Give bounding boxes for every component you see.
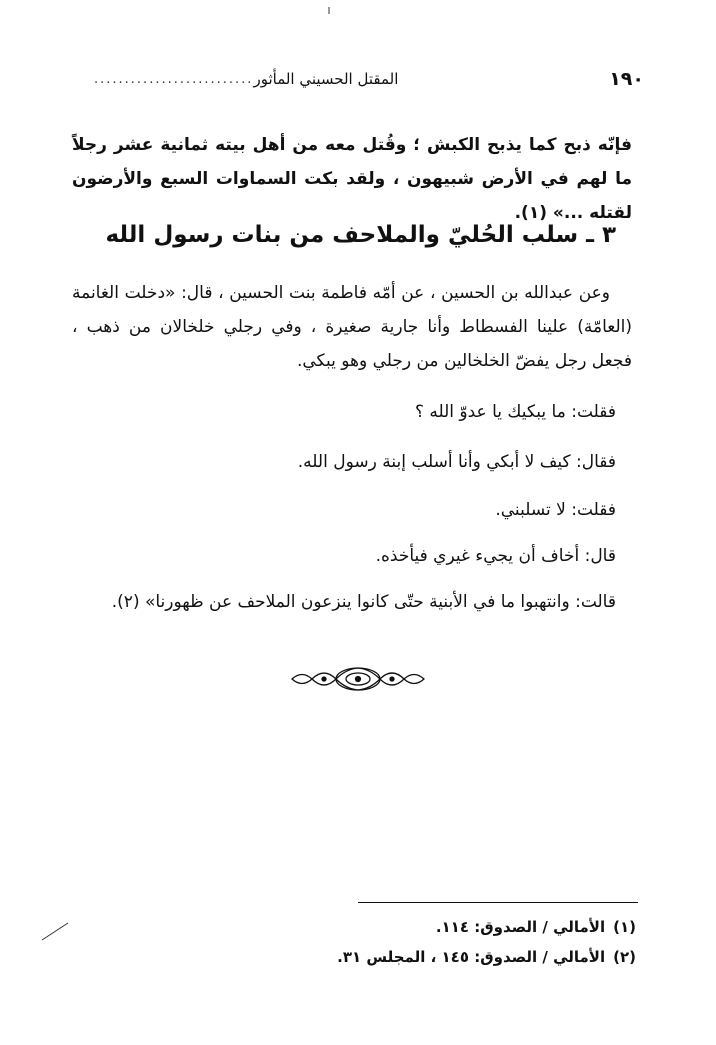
dialogue-line: قال: أخاف أن يجيء غيري فيأخذه. [375, 546, 616, 566]
book-title: المقتل الحسيني المأثور [253, 70, 399, 88]
decorative-ornament-icon [288, 664, 428, 694]
dialogue-line: فقلت: لا تسلبني. [495, 500, 616, 520]
speck-mark [326, 6, 332, 16]
leader-dots: .......................... [94, 71, 254, 87]
pen-stroke-mark [40, 920, 70, 942]
footnote-divider [358, 902, 638, 903]
page-number: ١٩٠ [609, 68, 644, 90]
dialogue-line: فقلت: ما يبكيك يا عدوّ الله ؟ [414, 402, 616, 422]
dialogue-line: فقال: كيف لا أبكي وأنا أسلب إبنة رسول الله. [297, 452, 616, 472]
paragraph-continuation: فإنّه ذبح كما يذبح الكبش ؛ وقُتل معه من أهل بيته ثمانية عشر رجلاً ما لهم في الأرض شبيهون ، ولقد بكت السماوات السبع والأرضون لقتله ...» (١). [72, 135, 632, 223]
running-header [84, 64, 644, 94]
dialogue-line: قالت: وانتهبوا ما في الأبنية حتّى كانوا ينزعون الملاحف عن ظهورنا» (٢). [111, 592, 616, 612]
footnote-number: (٢) [613, 948, 636, 966]
paragraph-narration: وعن عبدالله بن الحسين ، عن أمّه فاطمة بنت الحسين ، قال: «دخلت الغانمة (العامّة) علينا الفسطاط وأنا جارية صغيرة ، وفي رجلي خلخالان من ذهب ، فجعل رجل يفضّ الخلخالين من رجلي وهو يبكي. [72, 283, 632, 371]
footnote-item [337, 912, 636, 942]
footnotes [337, 912, 636, 972]
footnote-text: الأمالي / الصدوق: ١١٤. [435, 918, 606, 936]
footnote-item [337, 942, 636, 972]
section-heading: ٣ ـ سلب الحُليّ والملاحف من بنات رسول الله [105, 222, 616, 248]
footnote-number: (١) [613, 918, 636, 936]
footnote-text: الأمالي / الصدوق: ١٤٥ ، المجلس ٣١. [337, 948, 606, 966]
header-title-group [84, 70, 398, 88]
